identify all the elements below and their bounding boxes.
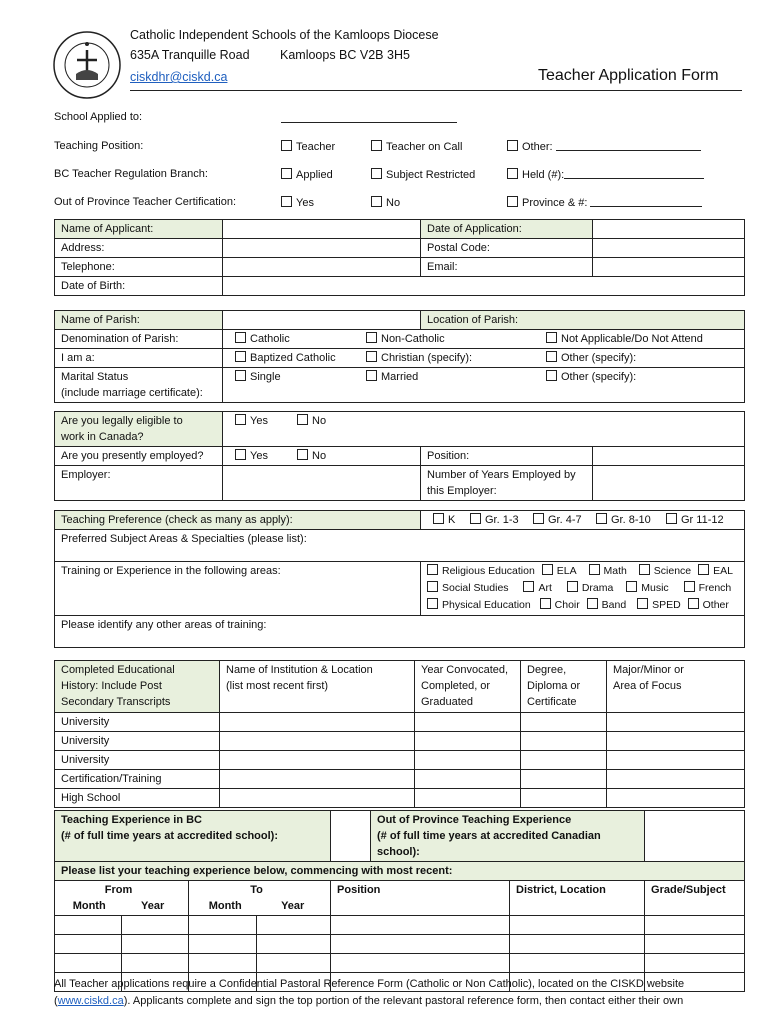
edu-row-label: University	[55, 732, 220, 751]
years-field[interactable]	[593, 466, 745, 501]
edu-col5-line1: Major/Minor or	[613, 664, 684, 676]
form-title: Teacher Application Form	[538, 67, 719, 84]
header-rule	[130, 90, 742, 91]
exp-cell[interactable]	[331, 954, 510, 973]
area-french[interactable]: French	[684, 580, 732, 597]
edu-cell[interactable]	[220, 770, 415, 789]
edu-cell[interactable]	[220, 751, 415, 770]
edu-cell[interactable]	[607, 770, 745, 789]
org-name: Catholic Independent Schools of the Kamloops Diocese	[130, 28, 439, 42]
footer-line-1: All Teacher applications require a Confidential Pastoral Reference Form (Catholic or Non Catholic), located on the CISKD website	[54, 978, 685, 990]
edu-cell[interactable]	[521, 770, 607, 789]
subject-restricted-option[interactable]: Subject Restricted	[371, 168, 475, 181]
employment-table	[54, 411, 745, 501]
checkbox[interactable]	[371, 140, 382, 151]
bc-exp-label-1: Teaching Experience in BC	[61, 814, 203, 826]
date-app-field[interactable]	[593, 220, 745, 239]
parish-name-label: Name of Parish:	[55, 311, 223, 330]
exp-cell[interactable]	[645, 916, 745, 935]
edu-col3-line3: Graduated	[421, 696, 473, 708]
eligible-label-1: Are you legally eligible to	[61, 415, 183, 427]
employer-field[interactable]	[223, 466, 421, 501]
denomination-label: Denomination of Parish:	[55, 330, 223, 349]
oop-exp-field[interactable]	[645, 811, 745, 862]
non-catholic-option[interactable]: Non-Catholic	[366, 331, 445, 347]
employed-label: Are you presently employed?	[55, 447, 223, 466]
edu-cell[interactable]	[415, 732, 521, 751]
bc-branch-label: BC Teacher Regulation Branch:	[54, 168, 208, 180]
edu-cell[interactable]	[521, 789, 607, 808]
exp-cell[interactable]	[55, 916, 122, 935]
area-science[interactable]: Science	[639, 563, 691, 580]
edu-row-label: University	[55, 751, 220, 770]
edu-cell[interactable]	[607, 789, 745, 808]
area-math[interactable]: Math	[589, 563, 627, 580]
applicant-name-field[interactable]	[223, 220, 421, 239]
to-year-label: Year	[281, 900, 305, 912]
training-areas	[421, 562, 745, 616]
area-eal[interactable]: EAL	[698, 563, 733, 580]
teacher-option[interactable]: Teacher	[281, 140, 335, 153]
grade-4-7[interactable]: Gr. 4-7	[533, 512, 582, 528]
school-applied-field[interactable]	[281, 112, 457, 123]
district-col-label: District, Location	[510, 881, 645, 916]
exp-cell[interactable]	[122, 935, 189, 954]
edu-cell[interactable]	[220, 732, 415, 751]
position-field[interactable]	[593, 447, 745, 466]
exp-cell[interactable]	[189, 935, 257, 954]
applied-option[interactable]: Applied	[281, 168, 333, 181]
edu-col2-line2: (list most recent first)	[226, 680, 329, 692]
edu-col4-line1: Degree,	[527, 664, 567, 676]
area-art[interactable]: Art	[523, 580, 551, 597]
email-field[interactable]	[593, 258, 745, 277]
from-month-label: Month	[72, 900, 106, 912]
exp-cell[interactable]	[122, 954, 189, 973]
edu-cell[interactable]	[521, 713, 607, 732]
i-am-label: I am a:	[55, 349, 223, 368]
single-option[interactable]: Single	[235, 369, 281, 385]
edu-col1-line3: Secondary Transcripts	[61, 696, 171, 708]
grade-col-label: Grade/Subject	[645, 881, 745, 916]
edu-col3-line2: Completed, or	[421, 680, 491, 692]
edu-col4-line3: Certificate	[527, 696, 577, 708]
parish-name-field[interactable]	[223, 311, 421, 330]
edu-cell[interactable]	[415, 751, 521, 770]
to-month-label: Month	[208, 900, 242, 912]
edu-cell[interactable]	[607, 732, 745, 751]
eligible-yes[interactable]: Yes	[235, 413, 268, 429]
province-option[interactable]: Province & #:	[507, 196, 702, 209]
subjects-label: Preferred Subject Areas & Specialties (please list):	[55, 530, 745, 562]
exp-cell[interactable]	[510, 916, 645, 935]
bc-exp-field[interactable]	[331, 811, 371, 862]
edu-col1-line2: History: Include Post	[61, 680, 162, 692]
postal-field[interactable]	[593, 239, 745, 258]
employer-label: Employer:	[55, 466, 223, 501]
checkbox[interactable]	[281, 140, 292, 151]
employed-yes[interactable]: Yes	[235, 448, 268, 464]
area-choir[interactable]: Choir	[540, 597, 580, 614]
from-year-label: Year	[141, 900, 165, 912]
area-pe[interactable]: Physical Education	[427, 597, 531, 614]
edu-col1-line1: Completed Educational	[61, 664, 175, 676]
telephone-field[interactable]	[223, 258, 421, 277]
address-street: 635A Tranquille Road	[130, 48, 250, 62]
other-areas-label: Please identify any other areas of training:	[55, 616, 745, 648]
education-table	[54, 660, 745, 808]
area-music[interactable]: Music	[626, 580, 668, 597]
yes-option[interactable]: Yes	[281, 196, 314, 209]
held-option[interactable]: Held (#):	[507, 168, 704, 181]
edu-cell[interactable]	[415, 713, 521, 732]
employed-no[interactable]: No	[297, 448, 326, 464]
exp-cell[interactable]	[257, 916, 331, 935]
christian-option[interactable]: Christian (specify):	[366, 350, 472, 366]
exp-cell[interactable]	[510, 935, 645, 954]
exp-cell[interactable]	[55, 954, 122, 973]
checkbox[interactable]	[281, 196, 292, 207]
edu-cell[interactable]	[521, 751, 607, 770]
grade-k[interactable]: K	[433, 512, 455, 528]
oop-exp-label-2: (# of full time years at accredited Canadian school):	[377, 830, 601, 858]
footer-line-2: ). Applicants complete and sign the top portion of the relevant pastoral reference form, then contact either their own	[123, 995, 684, 1007]
checkbox[interactable]	[371, 196, 382, 207]
other-specify-option[interactable]: Other (specify):	[546, 350, 636, 366]
pref-label: Teaching Preference (check as many as apply):	[55, 511, 421, 530]
to-label: To	[250, 884, 263, 896]
checkbox[interactable]	[507, 196, 518, 207]
teaching-position-label: Teaching Position:	[54, 140, 144, 152]
edu-cell[interactable]	[607, 751, 745, 770]
marital-label: Marital Status	[61, 371, 129, 383]
edu-row-label: Certification/Training	[55, 770, 220, 789]
checkbox[interactable]	[371, 168, 382, 179]
catholic-option[interactable]: Catholic	[235, 331, 290, 347]
exp-cell[interactable]	[122, 916, 189, 935]
teaching-pref-table	[54, 510, 745, 648]
parish-table	[54, 310, 745, 403]
position-label: Position:	[421, 447, 593, 466]
exp-cell[interactable]	[331, 935, 510, 954]
teacher-on-call-option[interactable]: Teacher on Call	[371, 140, 462, 153]
area-other[interactable]: Other	[688, 597, 729, 614]
area-drama[interactable]: Drama	[567, 580, 614, 597]
email-label: Email:	[421, 258, 593, 277]
school-applied-label: School Applied to:	[54, 111, 143, 123]
edu-col3-line1: Year Convocated,	[421, 664, 509, 676]
bc-exp-label-2: (# of full time years at accredited school):	[61, 830, 279, 842]
oop-exp-label-1: Out of Province Teaching Experience	[377, 814, 572, 826]
exp-cell[interactable]	[645, 954, 745, 973]
oop-cert-label: Out of Province Teacher Certification:	[54, 196, 236, 208]
area-ela[interactable]: ELA	[542, 563, 577, 580]
other-specify2-option[interactable]: Other (specify):	[546, 369, 636, 385]
years-label-2: this Employer:	[427, 485, 497, 497]
edu-cell[interactable]	[220, 789, 415, 808]
dob-label: Date of Birth:	[55, 277, 223, 296]
exp-cell[interactable]	[510, 954, 645, 973]
grade-1-3[interactable]: Gr. 1-3	[470, 512, 519, 528]
grade-11-12[interactable]: Gr 11-12	[666, 512, 724, 528]
checkbox[interactable]	[281, 168, 292, 179]
exp-cell[interactable]	[257, 935, 331, 954]
exp-cell[interactable]	[189, 954, 257, 973]
exp-cell[interactable]	[645, 935, 745, 954]
training-label: Training or Experience in the following areas:	[55, 562, 421, 616]
applicant-name-label: Name of Applicant:	[55, 220, 223, 239]
edu-cell[interactable]	[220, 713, 415, 732]
exp-cell[interactable]	[189, 916, 257, 935]
dob-field[interactable]	[223, 277, 745, 296]
exp-cell[interactable]	[257, 954, 331, 973]
telephone-label: Telephone:	[55, 258, 223, 277]
date-app-label: Date of Application:	[421, 220, 593, 239]
exp-cell[interactable]	[55, 935, 122, 954]
list-note: Please list your teaching experience below, commencing with most recent:	[55, 862, 745, 881]
edu-row-label: University	[55, 713, 220, 732]
parish-location-label: Location of Parish:	[421, 311, 745, 330]
address-label: Address:	[55, 239, 223, 258]
postal-label: Postal Code:	[421, 239, 593, 258]
applicant-table	[54, 219, 745, 296]
marital-note: (include marriage certificate):	[61, 387, 203, 399]
area-religious[interactable]: Religious Education	[427, 563, 535, 580]
edu-cell[interactable]	[415, 789, 521, 808]
area-social[interactable]: Social Studies	[427, 580, 509, 597]
from-label: From	[104, 884, 133, 896]
married-option[interactable]: Married	[366, 369, 418, 385]
other-option[interactable]: Other:	[507, 140, 701, 153]
address-city: Kamloops BC V2B 3H5	[280, 48, 410, 62]
address-field[interactable]	[223, 239, 421, 258]
checkbox[interactable]	[507, 168, 518, 179]
area-band[interactable]: Band	[587, 597, 627, 614]
edu-row-label: High School	[55, 789, 220, 808]
grade-8-10[interactable]: Gr. 8-10	[596, 512, 651, 528]
edu-cell[interactable]	[415, 770, 521, 789]
eligible-no[interactable]: No	[297, 413, 326, 429]
area-sped[interactable]: SPED	[637, 597, 681, 614]
experience-table	[54, 810, 745, 992]
baptized-option[interactable]: Baptized Catholic	[235, 350, 336, 366]
edu-col2-line1: Name of Institution & Location	[226, 664, 373, 676]
diocese-logo	[52, 30, 122, 100]
edu-cell[interactable]	[607, 713, 745, 732]
footer-text: All Teacher applications require a Confidential Pastoral Reference Form (Catholic or Non Catholic), located on the CISKD website (www.ciskd.ca). Applicants complete and sign the top portion of the relevant pastoral reference form, then contact either their own	[54, 976, 754, 1010]
checkbox[interactable]	[507, 140, 518, 151]
website-link[interactable]: www.ciskd.ca	[57, 995, 124, 1007]
edu-cell[interactable]	[521, 732, 607, 751]
exp-cell[interactable]	[331, 916, 510, 935]
no-option[interactable]: No	[371, 196, 400, 209]
edu-col5-line2: Area of Focus	[613, 680, 682, 692]
eligible-label-2: work in Canada?	[61, 431, 144, 443]
years-label-1: Number of Years Employed by	[427, 469, 576, 481]
edu-col4-line2: Diploma or	[527, 680, 581, 692]
not-applicable-option[interactable]: Not Applicable/Do Not Attend	[546, 331, 703, 347]
email-link[interactable]: ciskdhr@ciskd.ca	[130, 70, 228, 84]
position-col-label: Position	[331, 881, 510, 916]
